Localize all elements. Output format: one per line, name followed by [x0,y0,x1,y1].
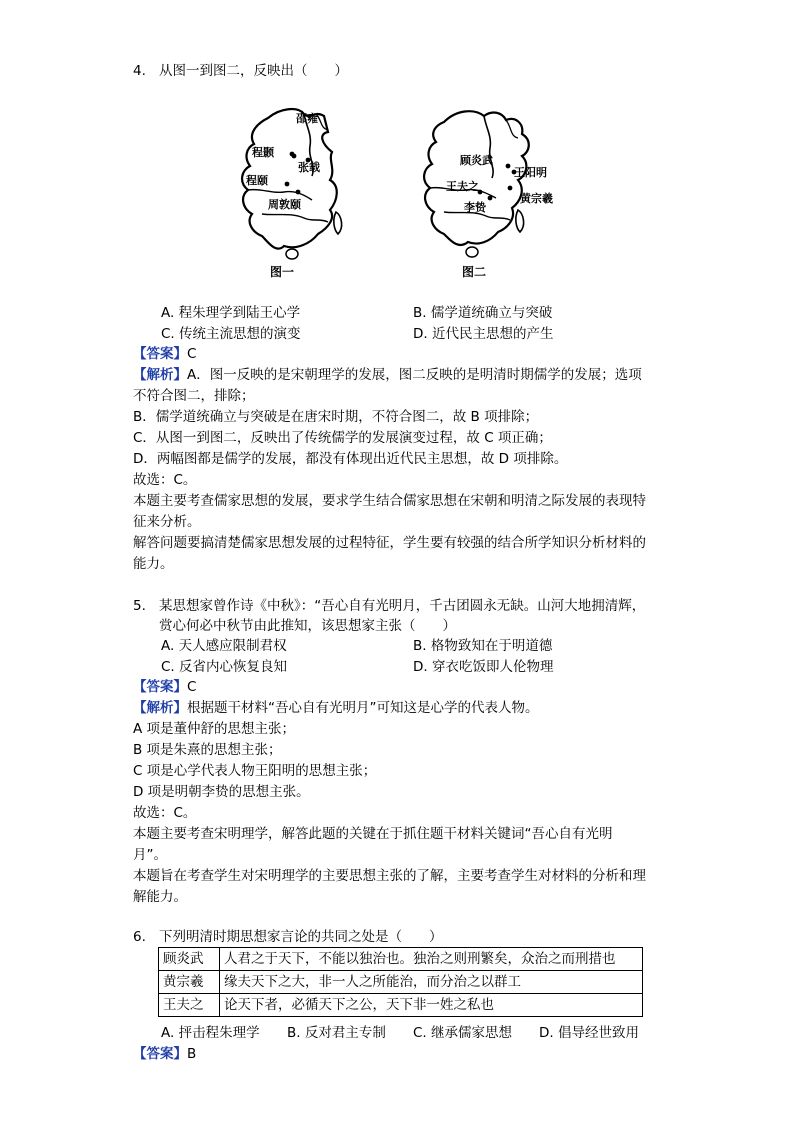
map2-label-3: 李贽 [464,201,486,214]
q5-analysis-line-2: C 项是心学代表人物王阳明的思想主张； [133,763,377,779]
q5-analysis-line-6: 月”。 [133,847,167,863]
q4-option-a[interactable]: A. 程朱理学到陆王心学 [161,305,301,321]
q5-analysis-line-5: 本题主要考查宋明理学，解答此题的关键在于抓住题干材料关键词“吾心自有光明 [133,826,613,842]
q4-option-d[interactable]: D. 近代民主思想的产生 [413,326,554,342]
map1-label-2: 张载 [298,161,320,174]
q4-analysis-tag: 【解析】 [133,367,187,383]
map2-dot-li-zhi [488,196,493,201]
map1-label-4: 周敦颐 [268,198,301,211]
q5-option-a[interactable]: A. 天人感应限制君权 [161,638,287,654]
q4-analysis-line-9: 能力。 [133,556,174,572]
q4-answer [133,345,196,363]
map1-label-0: 邵雍 [296,112,318,125]
map1-label-1: 程颢 [252,146,274,159]
q4-analysis-text-0: A．图一反映的是宋朝理学的发展，图二反映的是明清时期儒学的发展；选项 [187,367,642,383]
q5-analysis-tag: 【解析】 [133,700,187,716]
q4-analysis-line-1: 不符合图二，排除； [133,388,255,404]
map1-caption: 图一 [270,265,295,279]
q5-option-c[interactable]: C. 反省内心恢复良知 [161,659,288,675]
q5-stem-line-1: 赏心何必中秋节由此推知，该思想家主张（ ） [159,618,456,634]
q6-option-d[interactable]: D. 倡导经世致用 [539,1025,639,1041]
map1-dot-cheng-yi [285,182,290,187]
q5-answer-tag: 【答案】 [133,679,187,695]
q5-analysis-line-7: 本题旨在考查学生对宋明理学的主要思想主张的了解，主要考查学生对材料的分析和理 [133,868,646,884]
q4-option-b[interactable]: B. 儒学道统确立与突破 [413,305,553,321]
q4-analysis-line-5: 故选：C。 [133,472,197,488]
q6-number: 6. [133,929,146,945]
q6-thinker-name: 顾炎武 [159,948,220,971]
q4-analysis-line-2: B．儒学道统确立与突破是在唐宋时期，不符合图二，故 B 项排除； [133,409,539,425]
q4-number: 4. [133,63,146,79]
q4-option-c[interactable]: C. 传统主流思想的演变 [161,326,301,342]
map2-label-2: 王夫之 [446,180,479,193]
q4-map-1 [232,104,357,280]
q6-thinker-name: 王夫之 [159,994,220,1017]
q4-analysis-line-0 [133,366,642,384]
map2-dot-gu-yanwu [506,164,511,169]
table-row [159,971,643,994]
q4-analysis-line-4: D．两幅图都是儒学的发展，都没有体现出近代民主思想，故 D 项排除。 [133,451,568,467]
q4-analysis-line-8: 解答问题要搞清楚儒家思想发展的过程特征，学生要有较强的结合所学知识分析材料的 [133,535,646,551]
table-row [159,994,643,1017]
q5-stem-0: 某思想家曾作诗《中秋》：“吾心自有光明月，千古团圆永无缺。山河大地拥清辉， [159,598,646,614]
q5-option-b[interactable]: B. 格物致知在于明道德 [413,638,553,654]
map2-caption: 图二 [462,265,487,279]
map1-dot-zhou-dunyi [296,190,301,195]
q6-answer-value: B [187,1046,197,1062]
q5-analysis-first-text: 根据题干材料“吾心自有光明月”可知这是心学的代表人物。 [187,700,539,716]
map2-label-4: 黄宗羲 [520,192,553,205]
q4-stem: 从图一到图二，反映出（ ） [159,63,348,79]
map1-label-3: 程颐 [246,174,268,187]
q4-analysis-line-7: 征来分析。 [133,514,201,530]
q6-stem-line [133,928,443,946]
q6-answer-tag: 【答案】 [133,1046,187,1062]
q6-option-c[interactable]: C. 继承儒家思想 [413,1025,513,1041]
q5-analysis-line-3: D 项是明朝李贽的思想主张。 [133,784,310,800]
q4-answer-tag: 【答案】 [133,346,187,362]
map2-label-0: 顾炎武 [460,154,493,167]
q4-stem-line [133,62,348,80]
q4-analysis-line-3: C．从图一到图二，反映出了传统儒学的发展演变过程，故 C 项正确； [133,430,552,446]
q5-option-d[interactable]: D. 穿衣吃饭即人伦物理 [413,659,554,675]
q6-thinker-quote: 论天下者，必循天下之公，天下非一姓之私也 [220,994,643,1017]
q5-stem-line-0 [133,597,645,615]
q4-answer-value: C [187,346,197,362]
q6-thinker-quote: 缘夫天下之大，非一人之所能治，而分治之以群工 [220,971,643,994]
q6-option-b[interactable]: B. 反对君主专制 [287,1025,386,1041]
q6-option-a[interactable]: A. 抨击程朱理学 [161,1025,260,1041]
q6-stem: 下列明清时期思想家言论的共同之处是（ ） [159,929,443,945]
q4-analysis-line-6: 本题主要考查儒家思想的发展，要求学生结合儒家思想在宋朝和明清之际发展的表现特 [133,493,646,509]
table-row [159,948,643,971]
q5-analysis-line-1: B 项是朱熹的思想主张； [133,742,282,758]
q5-analysis-line-4: 故选：C。 [133,805,197,821]
map1-dot-cheng-hao [292,154,297,159]
q5-analysis-line-8: 解能力。 [133,889,187,905]
q5-analysis-first [133,699,539,717]
map2-label-1: 王阳明 [514,166,547,179]
q5-answer [133,678,196,696]
q4-map-2 [414,104,564,280]
q6-thinker-quote: 人君之于天下，不能以独治也。独治之则刑繁矣，众治之而刑措也 [220,948,643,971]
q5-answer-value: C [187,679,197,695]
q5-number: 5. [133,598,146,614]
q6-answer [133,1045,196,1063]
q5-analysis-line-0: A 项是董仲舒的思想主张； [133,721,296,737]
map2-dot-huang-zongxi [508,186,513,191]
q6-quote-table [158,947,643,1017]
q6-thinker-name: 黄宗羲 [159,971,220,994]
